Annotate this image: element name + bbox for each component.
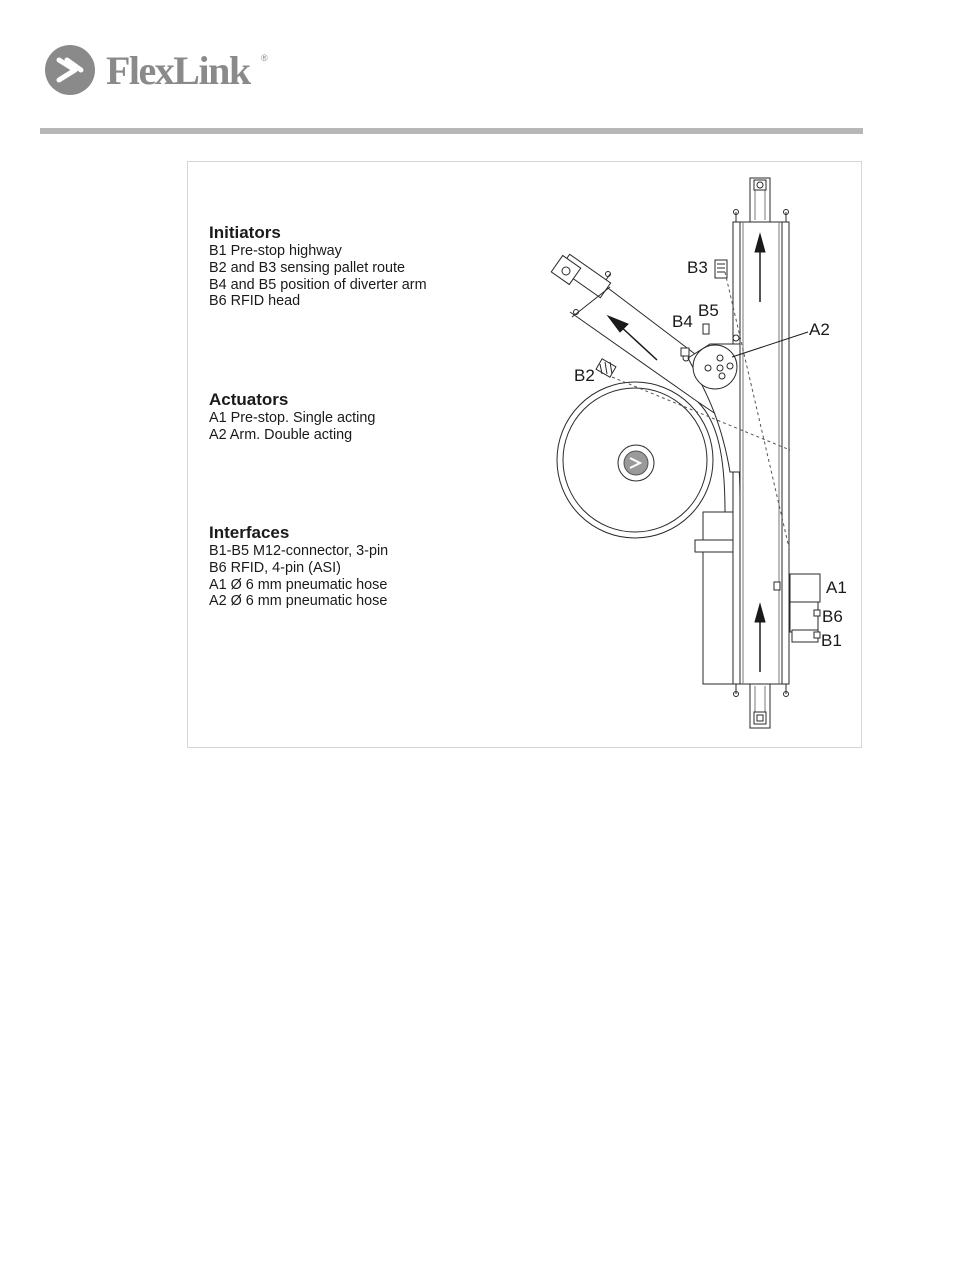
brand-name: FlexLink (106, 48, 250, 93)
spec-line: A1 Pre-stop. Single acting (209, 410, 376, 426)
section-title: Initiators (209, 223, 281, 242)
section-title: Actuators (209, 390, 289, 409)
actuators-section (209, 390, 529, 444)
spec-line: B6 RFID head (209, 293, 301, 310)
interfaces-section (209, 523, 529, 610)
diverter-drawing (550, 172, 855, 734)
spec-line: A2 Ø 6 mm pneumatic hose (209, 593, 388, 610)
spec-line: B6 RFID, 4-pin (ASI) (209, 559, 341, 576)
label-b2: B2 (574, 366, 595, 385)
header-rule (40, 128, 863, 134)
flexlink-logo (45, 45, 285, 97)
spec-line: B1 Pre-stop highway (209, 243, 342, 259)
spec-line: A1 Ø 6 mm pneumatic hose (209, 576, 388, 593)
section-title: Interfaces (209, 523, 290, 542)
label-b5: B5 (698, 301, 719, 320)
flexlink-logo-icon (45, 45, 95, 95)
spec-line: B2 and B3 sensing pallet route (209, 259, 406, 276)
spec-line: B4 and B5 position of diverter arm (209, 276, 427, 293)
registered-mark: ® (261, 53, 268, 63)
label-b6: B6 (822, 607, 843, 626)
label-a2: A2 (809, 320, 830, 339)
spec-line: A2 Arm. Double acting (209, 426, 353, 443)
label-b3: B3 (687, 258, 708, 277)
label-a1: A1 (826, 578, 847, 597)
spec-line: B1-B5 M12-connector, 3-pin (209, 543, 389, 559)
label-b1: B1 (821, 631, 842, 650)
initiators-section (209, 223, 529, 310)
label-b4: B4 (672, 312, 693, 331)
